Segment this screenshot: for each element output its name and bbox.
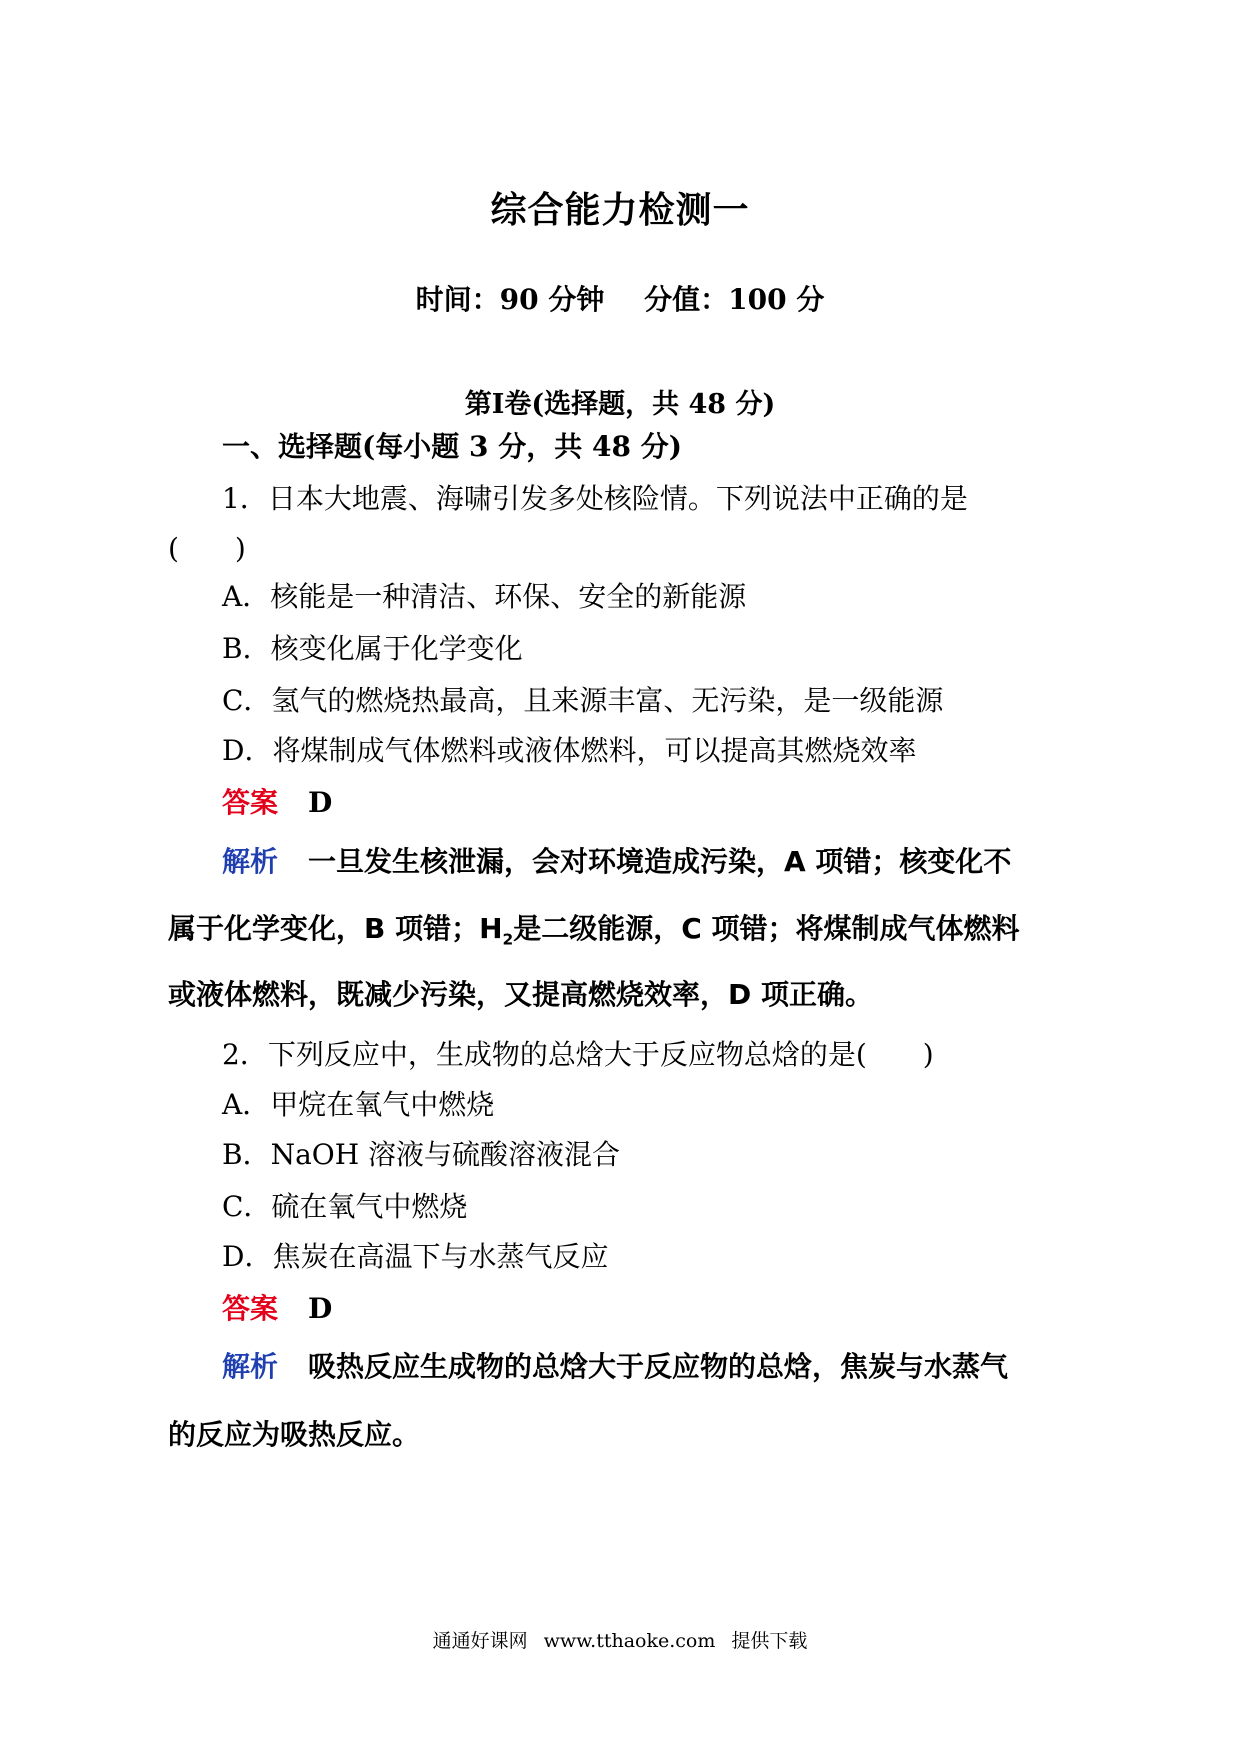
q2-option-b: B．NaOH 溶液与硫酸溶液混合 — [222, 1138, 621, 1171]
q1-analysis-text1: 一旦发生核泄漏，会对环境造成污染，A 项错；核变化不 — [308, 845, 1012, 878]
q1-stem-line2: ( ) — [168, 532, 246, 565]
q2-analysis-line1 — [222, 1350, 1008, 1384]
q1-analysis-text2b: 是二级能源，C 项错；将煤制成气体燃料 — [513, 912, 1020, 945]
footer — [0, 1626, 1240, 1653]
q2-option-d: D．焦炭在高温下与水蒸气反应 — [222, 1240, 609, 1273]
q1-answer-label: 答案 — [222, 786, 279, 819]
q2-option-a: A．甲烷在氧气中燃烧 — [222, 1088, 495, 1121]
q1-analysis-line2 — [168, 912, 1020, 949]
q2-option-c: C．硫在氧气中燃烧 — [222, 1190, 468, 1223]
q1-analysis-line1 — [222, 845, 1011, 879]
q1-option-c: C．氢气的燃烧热最高，且来源丰富、无污染，是一级能源 — [222, 684, 944, 717]
q1-option-b: B．核变化属于化学变化 — [222, 632, 523, 665]
q1-answer-value: D — [308, 786, 333, 819]
part-heading: 一、选择题(每小题 3 分，共 48 分) — [222, 430, 682, 463]
q1-option-d: D．将煤制成气体燃料或液体燃料，可以提高其燃烧效率 — [222, 734, 917, 767]
q2-stem: 2．下列反应中，生成物的总焓大于反应物总焓的是( ) — [222, 1038, 934, 1071]
footer-site-name: 通通好课网 — [432, 1630, 528, 1652]
footer-tail: 提供下载 — [731, 1630, 808, 1652]
q1-answer — [222, 786, 332, 820]
q1-option-a: A．核能是一种清洁、环保、安全的新能源 — [222, 580, 747, 613]
q2-analysis-label: 解析 — [222, 1350, 279, 1383]
q2-answer-label: 答案 — [222, 1292, 279, 1325]
footer-url[interactable]: www.tthaoke.com — [543, 1630, 716, 1652]
volume-heading: 第Ⅰ卷(选择题，共 48 分) — [464, 389, 776, 420]
q1-analysis-line3: 或液体燃料，既减少污染，又提高燃烧效率，D 项正确。 — [168, 978, 873, 1011]
q2-analysis-line2: 的反应为吸热反应。 — [168, 1418, 421, 1451]
q2-answer-value: D — [308, 1292, 333, 1325]
q1-analysis-label: 解析 — [222, 845, 279, 878]
q2-analysis-text1: 吸热反应生成物的总焓大于反应物的总焓，焦炭与水蒸气 — [308, 1350, 1009, 1383]
exam-meta — [0, 278, 1240, 318]
total-score: 分值：100 分 — [644, 283, 825, 316]
q1-analysis-text2a: 属于化学变化，B 项错；H — [168, 912, 503, 945]
q1-analysis-sub: 2 — [502, 930, 514, 949]
q2-answer — [222, 1292, 332, 1326]
page-title: 综合能力检测一 — [490, 190, 750, 231]
time-limit: 时间：90 分钟 — [415, 283, 605, 316]
q1-stem-line1: 1．日本大地震、海啸引发多处核险情。下列说法中正确的是 — [222, 482, 968, 515]
